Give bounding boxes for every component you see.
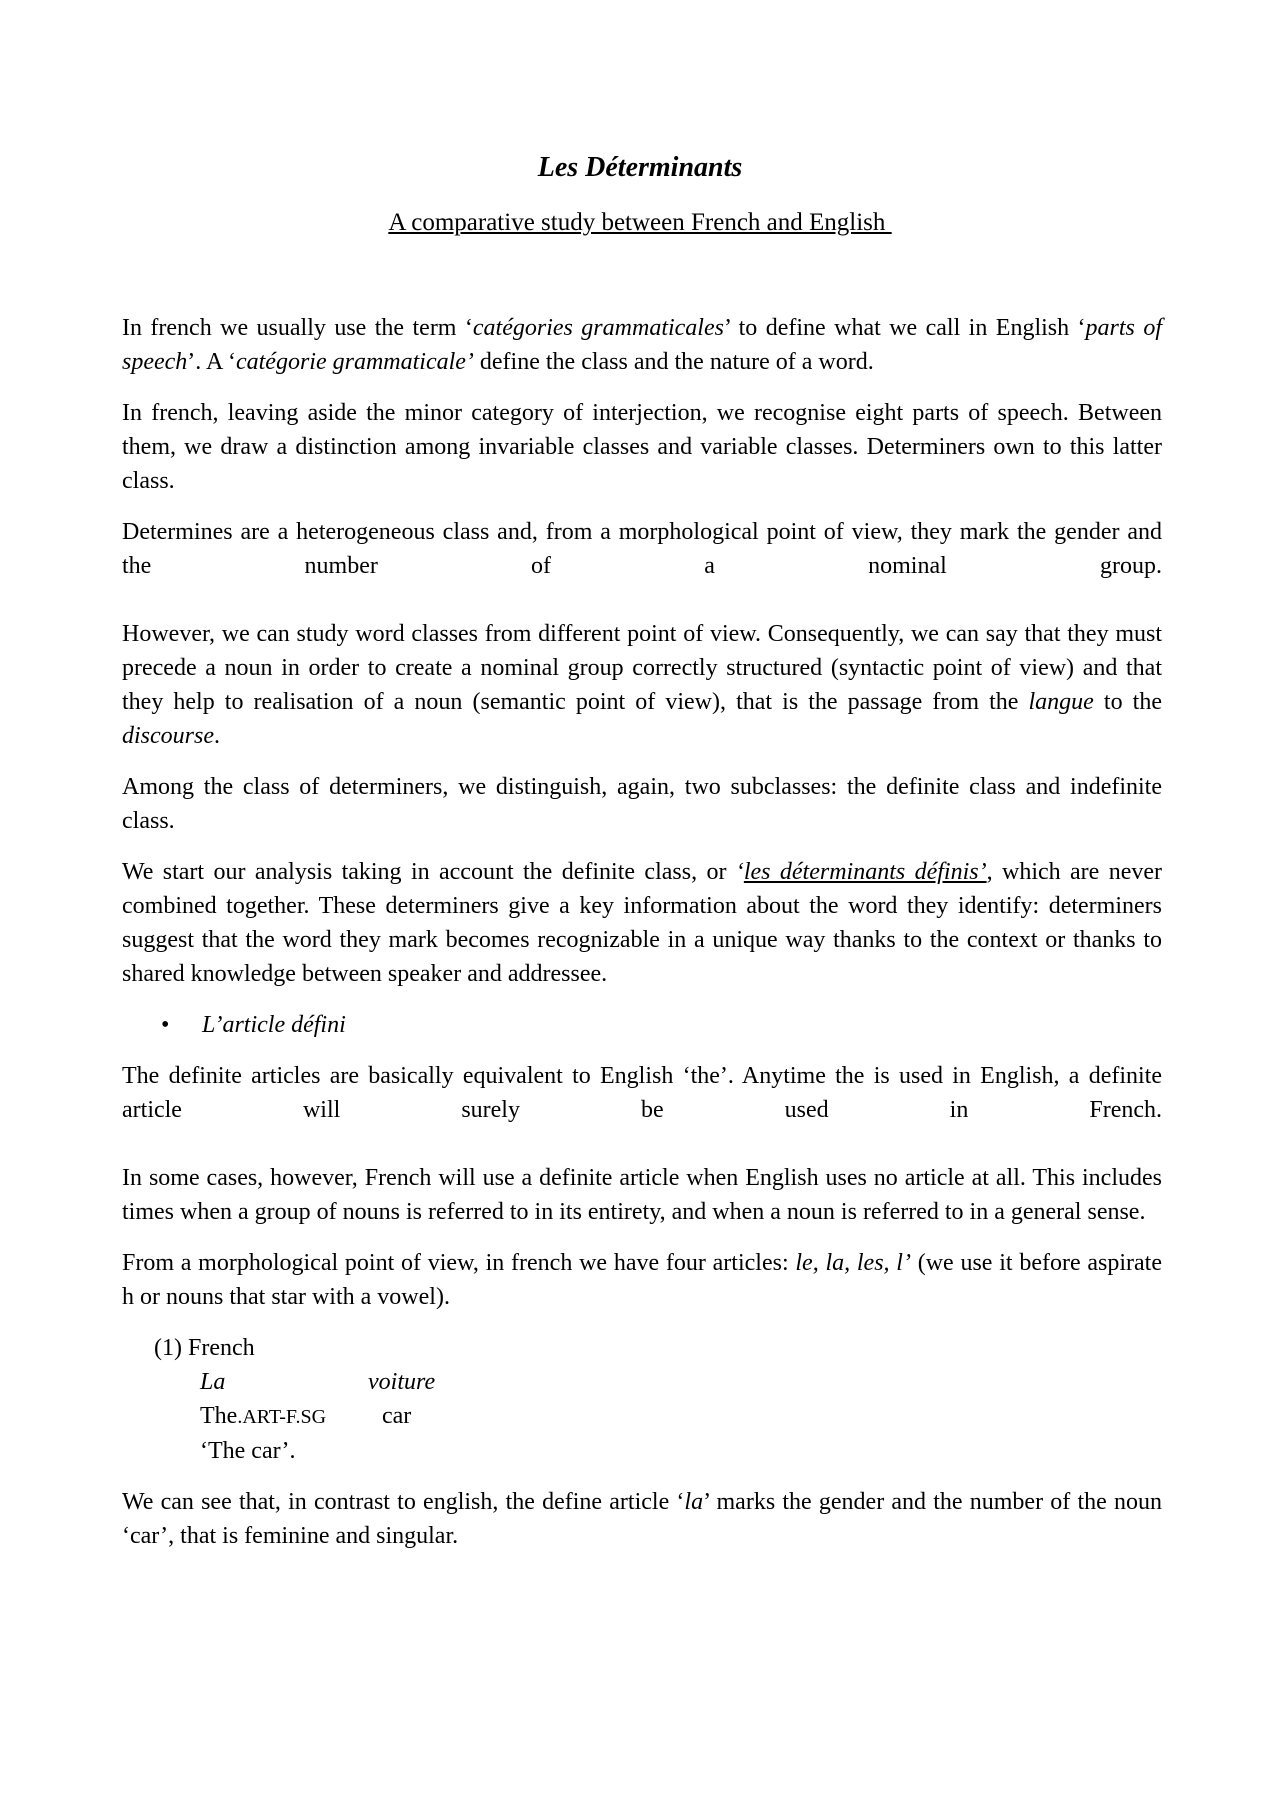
paragraph-9	[122, 1246, 1162, 1314]
p1-term-categorie: catégorie grammaticale’	[235, 349, 474, 375]
p1-text-g: define the class and the nature of a word.	[473, 349, 874, 375]
paragraph-3: Determines are a heterogeneous class and, from a morphological point of view, they mark the gender and the number of a nominal group.	[122, 519, 1162, 579]
paragraph-2: In french, leaving aside the minor category of interjection, we recognise eight parts of speech. Between them, we draw a distinction among invariable classes and variable classes. Determiners own to this latter class.	[122, 400, 1162, 494]
p6-text-d: , which are never combined together. These determiners give a key information about the word they identify: determiners suggest that the word they mark becomes recognizable in a unique way thanks to the context or thanks to shared knowledge between speaker and addressee.	[122, 859, 1163, 987]
bullet-item	[122, 1008, 1162, 1042]
gloss-tag: .ART-F.SG	[237, 1406, 327, 1428]
p9-text-c: (we use it before aspirate h or nouns that star with a vowel).	[122, 1250, 1162, 1310]
p4-term-langue: langue	[1028, 689, 1094, 715]
p10-text-a: We can see that, in contrast to english, the define article ‘	[122, 1489, 685, 1515]
paragraph-8: In some cases, however, French will use a definite article when English uses no article at all. This includes times when a group of nouns is referred to in its entirety, and when a noun is referred to in a general sense.	[122, 1165, 1162, 1225]
p1-term-categories: catégories grammaticales	[472, 315, 724, 341]
gloss-word-2: voiture	[368, 1369, 436, 1395]
paragraph-1	[122, 311, 1162, 379]
p4-text-e: .	[214, 723, 220, 749]
gloss-cell-1	[200, 1399, 368, 1434]
gloss-word-1: La	[200, 1369, 226, 1395]
document-body	[122, 311, 1162, 1570]
document-title: Les Déterminants	[537, 152, 743, 183]
example-label: (1) French	[154, 1335, 255, 1361]
p1-term-parts-of-speech: parts of speech	[122, 315, 1162, 375]
gloss-example	[154, 1331, 1162, 1468]
bullet-text: L’article défini	[202, 1012, 346, 1038]
p4-term-discourse: discourse	[122, 723, 214, 749]
paragraph-10	[122, 1485, 1162, 1553]
document-subtitle-text: A comparative study between French and English	[388, 209, 892, 236]
p1-text-a: In french we usually use the term ‘	[122, 315, 473, 341]
gloss-block	[200, 1365, 1162, 1468]
p6-term-determinants-definis: les déterminants définis’	[743, 859, 987, 885]
gloss-source-row	[200, 1365, 1162, 1399]
p6-text-a: We start our analysis taking in account the definite class, or	[122, 859, 736, 885]
p10-text-c: ’ marks the gender and the number of the noun ‘car’, that is feminine and singular.	[122, 1489, 1162, 1549]
p4-text-a: However, we can study word classes from different point of view. Consequently, we can say that they must precede a noun in order to create a nominal group correctly structured (syntactic point of view) and that they help to realisation of a noun (semantic point of view), that is the passage from the	[122, 621, 1162, 715]
document-subtitle	[0, 206, 1280, 240]
paragraph-7: The definite articles are basically equivalent to English ‘the’. Anytime the is used in English, a definite article will surely be used in French.	[122, 1063, 1162, 1123]
p9-text-a: From a morphological point of view, in french we have four articles:	[122, 1250, 796, 1276]
p10-term-la: la	[684, 1489, 704, 1515]
gloss-car: car	[382, 1403, 412, 1429]
paragraph-5: Among the class of determiners, we distinguish, again, two subclasses: the definite class and indefinite class.	[122, 774, 1162, 834]
p6-quote-open: ‘	[735, 859, 744, 885]
gloss-translation: ‘The car’.	[200, 1438, 296, 1464]
paragraph-4	[122, 617, 1162, 753]
p4-text-c: to the	[1093, 689, 1162, 715]
gloss-gloss-row	[200, 1399, 1162, 1434]
p1-text-c: ’ to define what we call in English ‘	[723, 315, 1086, 341]
bullet-icon: •	[161, 1012, 170, 1038]
gloss-the: The	[200, 1403, 238, 1429]
paragraph-6	[122, 855, 1162, 991]
p9-articles: le, la, les, l’	[795, 1250, 911, 1276]
p1-text-e: ’. A ‘	[187, 349, 236, 375]
